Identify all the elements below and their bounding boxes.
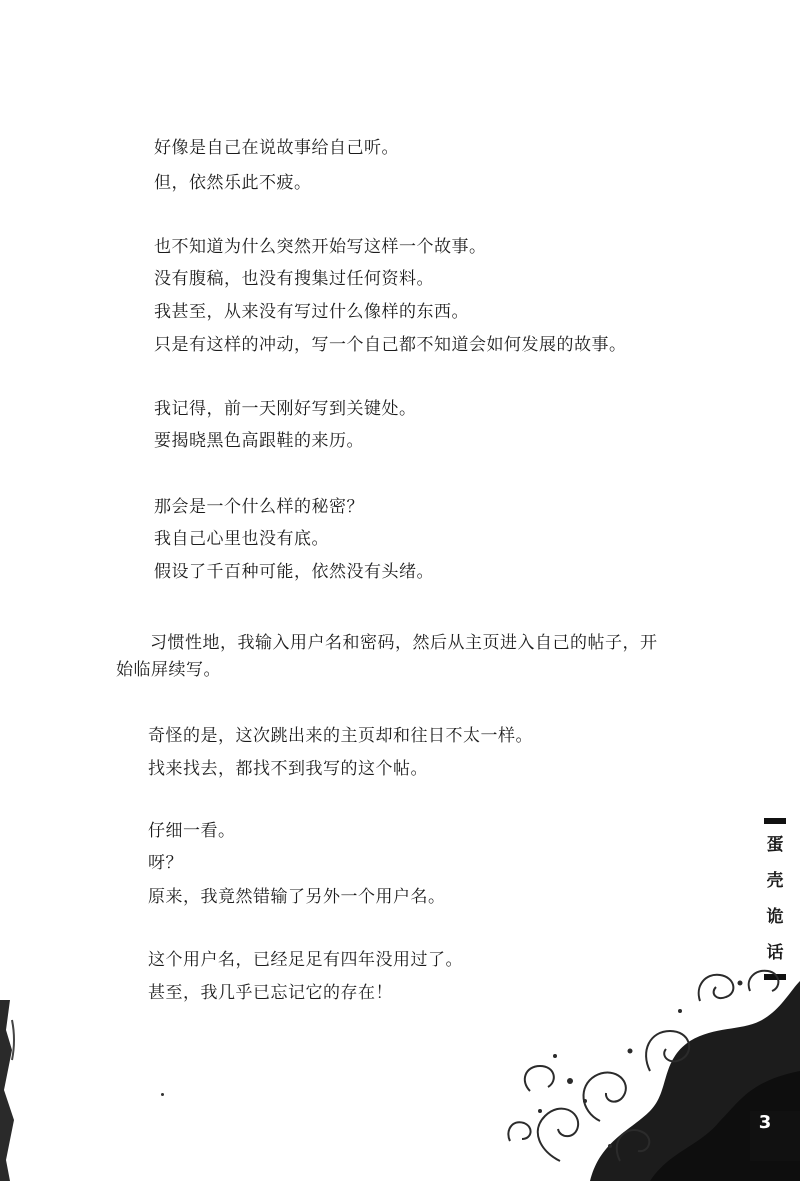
text-line: 原来，我竟然错输了另外一个用户名。 — [148, 887, 446, 907]
text-line: 没有腹稿，也没有搜集过任何资料。 — [154, 269, 434, 289]
title-bracket-top — [764, 818, 786, 824]
text-line: 只是有这样的冲动，写一个自己都不知道会如何发展的故事。 — [154, 335, 627, 355]
page-number: 3 — [758, 1112, 772, 1133]
text-line: 这个用户名，已经足足有四年没用过了。 — [148, 950, 463, 970]
text-line: 始临屏续写。 — [116, 660, 221, 680]
text-line: 假设了千百种可能，依然没有头绪。 — [154, 562, 434, 582]
text-line: 但，依然乐此不疲。 — [154, 173, 312, 193]
text-line: 呀？ — [148, 853, 183, 873]
book-title-vertical — [758, 818, 792, 980]
book-title-char: 蛋 — [766, 835, 784, 855]
left-edge-decoration — [0, 1000, 18, 1181]
book-title-char: 壳 — [766, 871, 784, 891]
text-line: 习惯性地，我输入用户名和密码，然后从主页进入自己的帖子，开 — [150, 633, 658, 653]
text-line: 那会是一个什么样的秘密？ — [154, 497, 364, 517]
text-line: 我自己心里也没有底。 — [154, 529, 329, 549]
text-line: 奇怪的是，这次跳出来的主页却和往日不太一样。 — [148, 726, 533, 746]
text-line: 我记得，前一天刚好写到关键处。 — [154, 399, 417, 419]
book-title-char: 话 — [766, 943, 784, 963]
swirl-ornament — [500, 961, 800, 1181]
text-line: 甚至，我几乎已忘记它的存在！ — [148, 983, 393, 1003]
text-line: 要揭晓黑色高跟鞋的来历。 — [154, 431, 364, 451]
text-line: 仔细一看。 — [148, 821, 236, 841]
text-line: 找来找去，都找不到我写的这个帖。 — [148, 759, 428, 779]
text-line: 好像是自己在说故事给自己听。 — [154, 138, 399, 158]
ink-speck — [161, 1093, 164, 1096]
text-line: 也不知道为什么突然开始写这样一个故事。 — [154, 237, 487, 257]
book-title-char: 诡 — [766, 907, 784, 927]
text-line: 我甚至，从来没有写过什么像样的东西。 — [154, 302, 469, 322]
